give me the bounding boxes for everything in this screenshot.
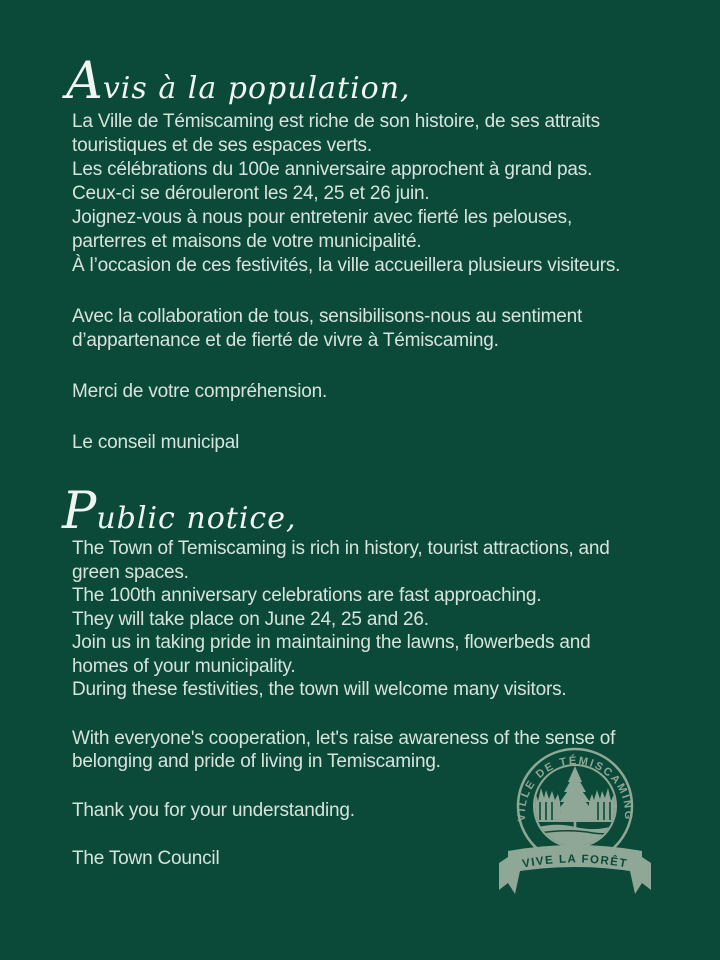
text-line: They will take place on June 24, 25 and 26. <box>72 608 429 630</box>
seal-ring-text: VILLE DE TÉMISCAMING <box>515 754 635 822</box>
text-line: Ceux-ci se dérouleront les 24, 25 et 26 juin. <box>72 183 430 204</box>
text-line: Merci de votre compréhension. <box>72 381 328 402</box>
french-paragraph-1 <box>72 110 620 278</box>
text-line: With everyone's cooperation, let's raise awareness of the sense of <box>72 727 616 749</box>
text-line: The 100th anniversary celebrations are fast approaching. <box>72 585 542 606</box>
text-line: homes of your municipality. <box>72 655 296 677</box>
text-line: During these festivities, the town will welcome many visitors. <box>72 679 567 700</box>
french-heading: Avis à la population, <box>66 52 411 111</box>
text-line: Joignez-vous à nous pour entretenir avec fierté les pelouses, <box>72 207 573 228</box>
text-line: Le conseil municipal <box>72 432 240 453</box>
banner-ribbon <box>499 845 651 894</box>
english-paragraph-1 <box>72 537 615 702</box>
english-heading: Public notice, <box>62 482 297 541</box>
text-line: The Town Council <box>72 848 220 869</box>
text-line: Join us in taking pride in maintaining the lawns, flowerbeds and <box>72 632 591 653</box>
text-line: green spaces. <box>72 561 189 583</box>
town-seal-logo <box>497 744 653 896</box>
french-paragraph-2 <box>72 305 620 353</box>
text-line: touristiques et de ses espaces verts. <box>72 135 372 156</box>
french-body <box>72 110 620 482</box>
text-line: d’appartenance et de fierté de vivre à Témiscaming. <box>72 330 499 351</box>
french-paragraph-3 <box>72 380 620 404</box>
seal-graphic <box>497 744 653 896</box>
text-line: À l’occasion de ces festivités, la ville accueillera plusieurs visiteurs. <box>72 255 621 276</box>
text-line: The Town of Temiscaming is rich in history, tourist attractions, and <box>72 538 610 559</box>
text-line: Avec la collaboration de tous, sensibilisons-nous au sentiment <box>72 306 583 327</box>
text-line: Les célébrations du 100e anniversaire approchent à grand pas. <box>72 159 593 180</box>
text-line: Thank you for your understanding. <box>72 799 355 821</box>
text-line: parterres et maisons de votre municipalité. <box>72 231 422 252</box>
text-line: La Ville de Témiscaming est riche de son histoire, de ses attraits <box>72 111 600 132</box>
text-line: belonging and pride of living in Temiscaming. <box>72 751 441 772</box>
french-signature <box>72 431 620 455</box>
banner-text: VIVE LA FORÊT <box>521 853 629 871</box>
